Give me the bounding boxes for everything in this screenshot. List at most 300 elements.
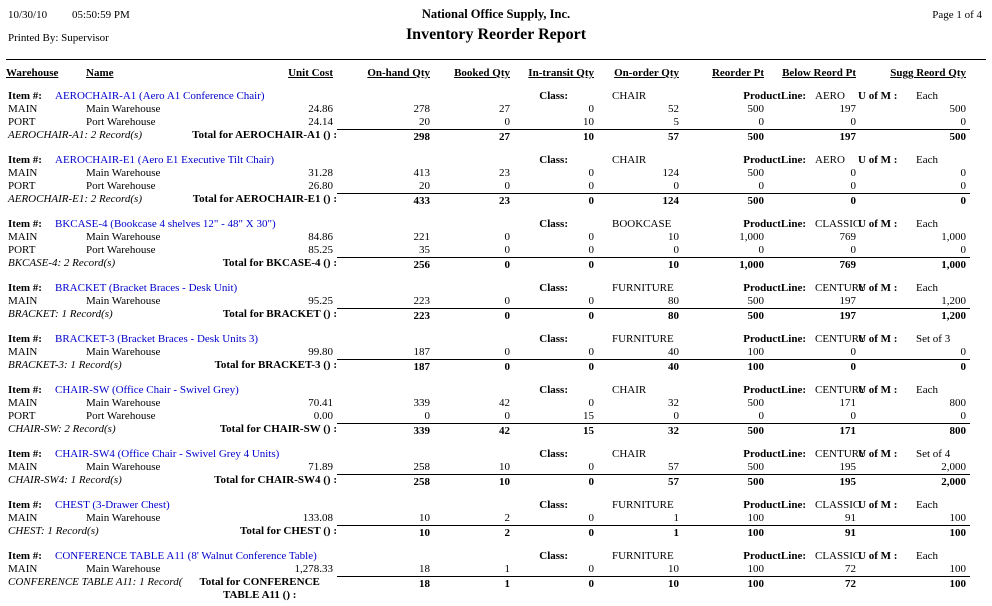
qty-value: 91 [845,512,856,524]
total-value: 100 [860,576,970,602]
total-value: 0 [434,257,514,273]
total-value: 0 [514,257,598,273]
total-value: 500 [683,474,768,490]
class-value: BOOKCASE [612,218,672,230]
product-line-value: CENTURY [815,448,867,460]
item-link[interactable]: AEROCHAIR-A1 (Aero A1 Conference Chair) [55,90,265,102]
total-value: 433 [337,193,434,209]
group-total-label-cell [6,576,337,602]
col-header-on-hand-qty: On-hand Qty [367,67,430,79]
qty-value: 195 [839,461,856,473]
item-group [6,153,986,209]
item-header-row [6,153,986,167]
qty-value: 0 [588,295,594,307]
total-value: 500 [860,129,970,145]
qty-value: 171 [839,397,856,409]
item-link[interactable]: BKCASE-4 (Bookcase 4 shelves 12" - 48" X 30") [55,218,276,230]
unit-of-measure-value: Set of 3 [916,333,951,345]
item-link[interactable]: CHAIR-SW (Office Chair - Swivel Grey) [55,384,239,396]
product-line-label: ProductLine: [743,384,806,396]
qty-value: 278 [413,103,430,115]
qty-value: 100 [747,512,764,524]
record-count: BRACKET-3: 1 Record(s) [8,359,122,371]
total-label: Total for CHEST () : [240,525,337,537]
qty-value: 10 [668,563,679,575]
group-total-label-cell [6,423,337,439]
total-label: Total for CONFERENCE TABLE A11 () : [199,576,320,601]
total-value: 100 [860,525,970,541]
group-total-row [6,308,986,324]
total-value: 256 [337,257,434,273]
total-value: 1,000 [860,257,970,273]
unit-cost-value: 133.08 [302,512,333,524]
qty-value: 23 [499,167,510,179]
record-count: CHEST: 1 Record(s) [8,525,99,537]
qty-value: 0 [673,244,679,256]
qty-value: 0 [850,244,856,256]
class-value: CHAIR [612,384,647,396]
total-label: Total for AEROCHAIR-A1 () : [192,129,337,141]
product-line-value: AERO [815,90,845,102]
record-count: CHAIR-SW4: 1 Record(s) [8,474,122,486]
product-line-value: CENTURY [815,333,867,345]
qty-value: 0 [850,346,856,358]
item-header-row [6,217,986,231]
warehouse-row [6,512,986,525]
group-total-label-cell [6,308,337,324]
warehouse-code: MAIN [8,461,38,473]
qty-value: 100 [949,563,966,575]
class-label: Class: [539,384,568,396]
item-group [6,447,986,490]
record-count: BRACKET: 1 Record(s) [8,308,113,320]
group-total-row [6,474,986,490]
qty-value: 0 [588,563,594,575]
item-group [6,281,986,324]
total-label: Total for CHAIR-SW () : [219,423,337,435]
qty-value: 0 [850,410,856,422]
class-value: FURNITURE [612,499,674,511]
warehouse-row [6,346,986,359]
report-title: Inventory Reorder Report [405,26,587,43]
qty-value: 500 [949,103,966,115]
total-value: 10 [434,474,514,490]
unit-cost-value: 85.25 [308,244,333,256]
qty-value: 20 [419,116,430,128]
total-value: 27 [434,129,514,145]
total-value: 500 [683,193,768,209]
item-header-row [6,383,986,397]
warehouse-row [6,180,986,193]
qty-value: 221 [413,231,430,243]
class-value: FURNITURE [612,282,674,294]
total-value: 0 [514,308,598,324]
class-value: CHAIR [612,154,647,166]
item-header-row [6,89,986,103]
warehouse-name: Main Warehouse [86,397,161,409]
unit-of-measure-value: Each [916,154,938,166]
qty-value: 223 [413,295,430,307]
warehouse-code: MAIN [8,103,38,115]
item-number-label: Item #: [8,218,42,230]
qty-value: 10 [668,231,679,243]
qty-value: 18 [419,563,430,575]
unit-cost-value: 99.80 [308,346,333,358]
qty-value: 0 [758,180,764,192]
qty-value: 10 [419,512,430,524]
unit-of-measure-value: Each [916,90,938,102]
qty-value: 20 [419,180,430,192]
col-header-reorder-pt: Reorder Pt [711,67,764,79]
unit-of-measure-label: U of M : [858,282,898,294]
col-header-booked-qty: Booked Qty [454,67,510,79]
item-header-row [6,549,986,563]
qty-value: 0 [588,167,594,179]
item-group [6,89,986,145]
item-header-row [6,281,986,295]
unit-of-measure-label: U of M : [858,499,898,511]
qty-value: 0 [960,180,966,192]
item-group [6,383,986,439]
total-value: 2,000 [860,474,970,490]
product-line-value: CENTURY [815,384,867,396]
group-total-label-cell [6,257,337,273]
warehouse-row [6,397,986,410]
class-label: Class: [539,499,568,511]
unit-cost-value: 31.28 [308,167,333,179]
total-value: 100 [683,359,768,375]
qty-value: 100 [747,563,764,575]
total-value: 0 [514,359,598,375]
total-value: 1 [434,576,514,602]
group-total-label-cell [6,193,337,209]
item-link[interactable]: CONFERENCE TABLE A11 (8' Walnut Conference Table) [55,550,317,562]
total-label: Total for BRACKET-3 () : [214,359,337,371]
item-group [6,332,986,375]
warehouse-code: MAIN [8,397,38,409]
qty-value: 10 [583,116,594,128]
qty-value: 0 [588,180,594,192]
group-total-row [6,576,986,602]
qty-value: 2 [504,512,510,524]
product-line-value: CENTURY [815,282,867,294]
qty-value: 0 [504,244,510,256]
item-link[interactable]: BRACKET (Bracket Braces - Desk Unit) [55,282,238,294]
total-value: 10 [598,257,683,273]
total-value: 500 [683,423,768,439]
report-date: 10/30/10 [8,9,48,21]
group-total-row [6,423,986,439]
header-divider [6,59,986,60]
total-value: 197 [768,308,860,324]
warehouse-row [6,231,986,244]
qty-value: 500 [747,167,764,179]
qty-value: 1,200 [941,295,966,307]
product-line-label: ProductLine: [743,154,806,166]
total-value: 124 [598,193,683,209]
col-header-unit-cost: Unit Cost [288,67,333,79]
total-value: 32 [598,423,683,439]
total-value: 15 [514,423,598,439]
qty-value: 769 [839,231,856,243]
unit-cost-value: 26.80 [308,180,333,192]
warehouse-code: MAIN [8,167,38,179]
total-label: Total for BRACKET () : [222,308,337,320]
warehouse-code: MAIN [8,563,38,575]
printed-by-label: Printed By: Supervisor [8,32,109,44]
item-group [6,217,986,273]
item-number-label: Item #: [8,282,42,294]
warehouse-code: MAIN [8,346,38,358]
warehouse-code: PORT [8,410,36,422]
column-header-row [6,67,986,81]
product-line-label: ProductLine: [743,550,806,562]
item-number-label: Item #: [8,333,42,345]
qty-value: 0 [960,116,966,128]
product-line-value: CLASSIC [815,218,861,230]
unit-of-measure-label: U of M : [858,218,898,230]
product-line-label: ProductLine: [743,218,806,230]
group-total-row [6,257,986,273]
record-count: AEROCHAIR-A1: 2 Record(s) [8,129,142,141]
page-indicator: Page 1 of 4 [932,9,982,21]
warehouse-name: Port Warehouse [86,410,156,422]
class-label: Class: [539,333,568,345]
total-value: 100 [683,576,768,602]
warehouse-name: Port Warehouse [86,116,156,128]
total-value: 0 [860,359,970,375]
col-header-warehouse: Warehouse [6,67,59,79]
qty-value: 15 [583,410,594,422]
company-name: National Office Supply, Inc. [421,7,571,21]
item-number-label: Item #: [8,90,42,102]
qty-value: 197 [839,103,856,115]
col-header-sugg-reord-qty: Sugg Reord Qty [890,67,966,79]
warehouse-row [6,116,986,129]
qty-value: 80 [668,295,679,307]
qty-value: 42 [499,397,510,409]
total-label: Total for AEROCHAIR-E1 () : [192,193,337,205]
total-value: 72 [768,576,860,602]
qty-value: 0 [504,410,510,422]
qty-value: 124 [662,167,679,179]
qty-value: 0 [960,244,966,256]
item-header-row [6,447,986,461]
qty-value: 1 [504,563,510,575]
item-number-label: Item #: [8,448,42,460]
qty-value: 0 [850,116,856,128]
total-label: Total for BKCASE-4 () : [222,257,337,269]
total-value: 0 [768,193,860,209]
group-total-label-cell [6,525,337,541]
item-number-label: Item #: [8,154,42,166]
warehouse-row [6,103,986,116]
unit-of-measure-value: Each [916,218,938,230]
total-value: 10 [337,525,434,541]
item-link[interactable]: BRACKET-3 (Bracket Braces - Desk Units 3) [55,333,259,345]
qty-value: 0 [960,167,966,179]
total-value: 339 [337,423,434,439]
unit-cost-value: 70.41 [308,397,333,409]
unit-of-measure-label: U of M : [858,90,898,102]
item-link[interactable]: AEROCHAIR-E1 (Aero E1 Executive Tilt Chair) [55,154,275,166]
total-value: 0 [434,308,514,324]
total-value: 500 [683,308,768,324]
item-number-label: Item #: [8,550,42,562]
qty-value: 0 [758,244,764,256]
warehouse-code: MAIN [8,295,38,307]
qty-value: 800 [949,397,966,409]
unit-of-measure-label: U of M : [858,550,898,562]
warehouse-code: PORT [8,180,36,192]
col-header-in-transit-qty: In-transit Qty [528,67,594,79]
qty-value: 0 [758,410,764,422]
item-group [6,498,986,541]
item-number-label: Item #: [8,384,42,396]
qty-value: 0 [850,180,856,192]
qty-value: 27 [499,103,510,115]
qty-value: 0 [504,180,510,192]
unit-of-measure-label: U of M : [858,384,898,396]
total-value: 57 [598,474,683,490]
record-count: CHAIR-SW: 2 Record(s) [8,423,116,435]
qty-value: 100 [949,512,966,524]
warehouse-name: Main Warehouse [86,563,161,575]
unit-of-measure-value: Each [916,384,938,396]
class-label: Class: [539,90,568,102]
qty-value: 187 [413,346,430,358]
unit-cost-value: 1,278.33 [294,563,333,575]
class-label: Class: [539,218,568,230]
warehouse-name: Main Warehouse [86,231,161,243]
total-value: 195 [768,474,860,490]
qty-value: 0 [424,410,430,422]
total-value: 298 [337,129,434,145]
unit-of-measure-label: U of M : [858,154,898,166]
unit-cost-value: 24.14 [308,116,333,128]
warehouse-row [6,410,986,423]
total-value: 0 [514,576,598,602]
group-total-label-cell [6,359,337,375]
qty-value: 500 [747,397,764,409]
total-value: 0 [768,359,860,375]
total-value: 42 [434,423,514,439]
warehouse-name: Port Warehouse [86,244,156,256]
qty-value: 0 [588,103,594,115]
product-line-value: AERO [815,154,845,166]
qty-value: 32 [668,397,679,409]
warehouse-name: Main Warehouse [86,167,161,179]
qty-value: 2,000 [941,461,966,473]
total-value: 800 [860,423,970,439]
unit-of-measure-value: Each [916,499,938,511]
total-value: 2 [434,525,514,541]
warehouse-name: Main Warehouse [86,295,161,307]
qty-value: 0 [588,461,594,473]
total-value: 0 [514,193,598,209]
record-count: CONFERENCE TABLE A11: 1 Record( [8,576,183,588]
class-value: FURNITURE [612,333,674,345]
qty-value: 413 [413,167,430,179]
qty-value: 0 [850,167,856,179]
total-value: 23 [434,193,514,209]
product-line-value: CLASSIC [815,550,861,562]
class-value: CHAIR [612,90,647,102]
class-label: Class: [539,154,568,166]
total-value: 258 [337,474,434,490]
qty-value: 1,000 [941,231,966,243]
qty-value: 500 [747,461,764,473]
unit-cost-value: 71.89 [308,461,333,473]
total-value: 1 [598,525,683,541]
qty-value: 1 [673,512,679,524]
warehouse-name: Main Warehouse [86,512,161,524]
qty-value: 258 [413,461,430,473]
qty-value: 0 [588,346,594,358]
total-value: 197 [768,129,860,145]
warehouse-code: PORT [8,244,36,256]
unit-cost-value: 84.86 [308,231,333,243]
item-link[interactable]: CHEST (3-Drawer Chest) [55,499,170,511]
warehouse-row [6,461,986,474]
warehouse-row [6,167,986,180]
qty-value: 100 [747,346,764,358]
warehouse-name: Main Warehouse [86,103,161,115]
qty-value: 0 [504,346,510,358]
group-total-row [6,359,986,375]
qty-value: 0 [960,410,966,422]
product-line-label: ProductLine: [743,499,806,511]
warehouse-code: MAIN [8,512,38,524]
total-value: 1,200 [860,308,970,324]
qty-value: 10 [499,461,510,473]
report-time: 05:50:59 PM [72,9,130,21]
record-count: BKCASE-4: 2 Record(s) [8,257,116,269]
item-header-row [6,498,986,512]
qty-value: 72 [845,563,856,575]
col-header-on-order-qty: On-order Qty [614,67,679,79]
qty-value: 40 [668,346,679,358]
report-body [6,89,986,602]
unit-of-measure-label: U of M : [858,333,898,345]
qty-value: 0 [758,116,764,128]
unit-cost-value: 24.86 [308,103,333,115]
qty-value: 0 [588,512,594,524]
record-count: AEROCHAIR-E1: 2 Record(s) [8,193,142,205]
qty-value: 0 [504,295,510,307]
warehouse-name: Port Warehouse [86,180,156,192]
total-value: 10 [598,576,683,602]
group-total-row [6,193,986,209]
total-value: 18 [337,576,434,602]
product-line-label: ProductLine: [743,282,806,294]
item-group [6,549,986,602]
item-link[interactable]: CHAIR-SW4 (Office Chair - Swivel Grey 4 Units) [55,448,280,460]
col-header-below-reord-pt: Below Reord Pt [782,67,856,79]
unit-of-measure-value: Each [916,282,938,294]
group-total-row [6,525,986,541]
product-line-value: CLASSIC [815,499,861,511]
class-value: CHAIR [612,448,647,460]
total-value: 91 [768,525,860,541]
total-label: Total for CHAIR-SW4 () : [214,474,337,486]
warehouse-code: PORT [8,116,36,128]
qty-value: 5 [673,116,679,128]
total-value: 0 [434,359,514,375]
qty-value: 0 [504,231,510,243]
warehouse-row [6,295,986,308]
unit-of-measure-label: U of M : [858,448,898,460]
